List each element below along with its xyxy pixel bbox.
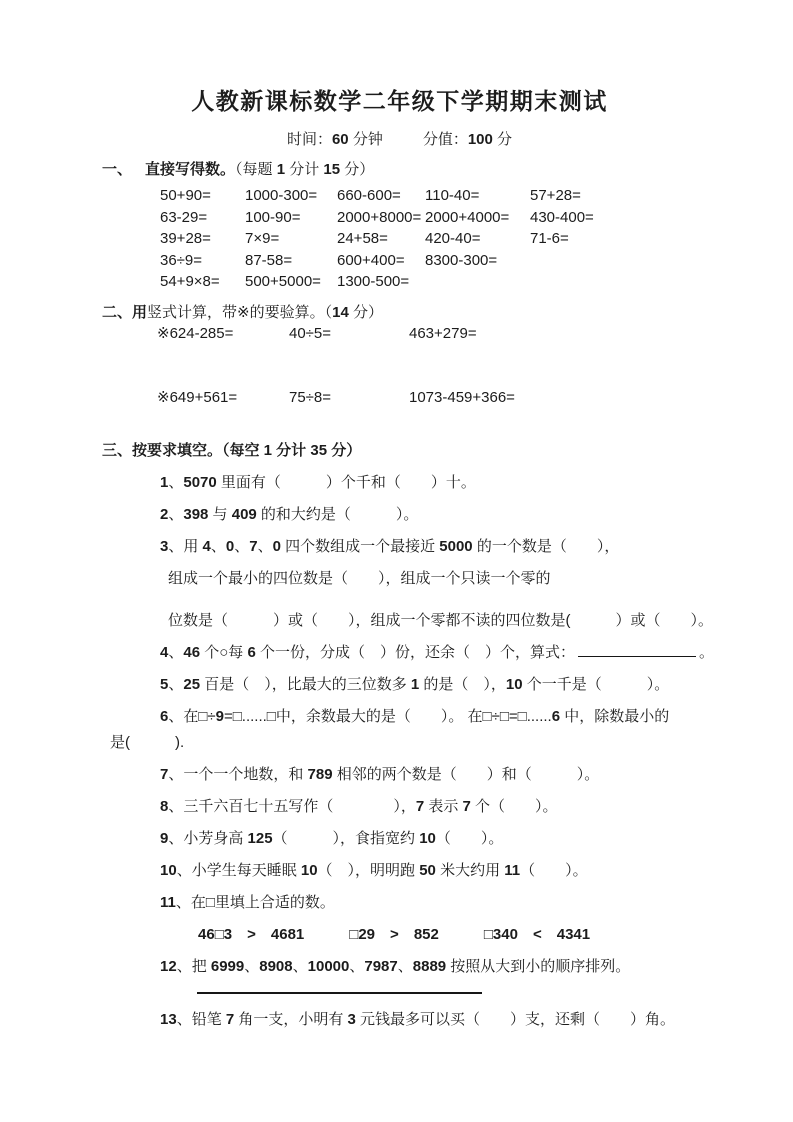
- section1-note: （每题 1 分计 15 分）: [235, 161, 375, 178]
- calc-problem: [530, 271, 697, 293]
- question-11: 11、在□里填上合适的数。: [160, 893, 335, 911]
- calc-problem: 2000+8000=: [337, 208, 422, 226]
- calc-problem: 50+90=: [160, 187, 211, 204]
- calc-problem: 463+279=: [409, 324, 477, 342]
- calc-problem: 7×9=: [245, 230, 280, 247]
- calc-problem: 24+58=: [337, 230, 388, 247]
- question-1: 1、5070 里面有（ ）个千和（ ）十。: [160, 473, 476, 491]
- calc-problem: 500+5000=: [245, 273, 321, 290]
- calc-problem: ※624-285=: [157, 324, 234, 342]
- vertical-calc-row-2: [157, 387, 697, 409]
- calc-problem: 57+28=: [530, 187, 581, 204]
- question-11-comparisons: 46□3 > 4681 □29 > 852 □340 < 4341: [198, 925, 591, 943]
- calc-problem: 1073-459+366=: [409, 389, 515, 406]
- question-3-line3: 位数是（ ）或（ ），组成一个零都不读的四位数是( ）或（ ）。: [168, 611, 713, 629]
- calc-problem: 100-90=: [245, 208, 301, 226]
- calc-problem: 87-58=: [245, 251, 293, 269]
- calc-problem: 71-6=: [530, 230, 569, 247]
- calc-problem: 110-40=: [425, 187, 480, 204]
- calc-problem: 39+28=: [160, 230, 211, 247]
- section3-heading: 三、按要求填空。（每空 1 分计 35 分）: [102, 441, 362, 459]
- question-3-line2: 组成一个最小的四位数是（ ），组成一个只读一个零的: [168, 569, 551, 587]
- question-5: 5、25 百是（ ），比最大的三位数多 1 的是（ ），10 个一千是（ ）。: [160, 675, 670, 693]
- question-2: 2、398 与 409 的和大约是（ ）。: [160, 505, 419, 523]
- calc-problem: 75÷8=: [289, 389, 332, 406]
- section2-label: 二、: [102, 303, 133, 321]
- question-4: [160, 643, 714, 663]
- section2-note: （14 分）: [324, 303, 383, 321]
- time-field: 时间：60 分钟: [286, 131, 383, 148]
- question-6: 6、在□÷9=□......□中，余数最大的是（ ）。 在□÷□=□......6 中，除数最小的: [160, 707, 670, 725]
- score-field: 分值：100 分: [422, 131, 513, 148]
- question-10: 10、小学生每天睡眠 10（ ），明明跑 50 米大约用 11（ ）。: [160, 861, 588, 879]
- calc-problem: 8300-300=: [425, 251, 498, 269]
- calc-problem: 420-40=: [425, 230, 481, 247]
- section2-title-bold: 用: [132, 303, 148, 321]
- section2-heading: [102, 302, 697, 323]
- calc-problem: 54+9×8=: [160, 273, 220, 290]
- answer-blank-line: [578, 643, 696, 657]
- calc-problem: 660-600=: [337, 187, 401, 204]
- question-4-suffix: 。: [698, 643, 714, 661]
- question-8: 8、三千六百七十五写作（ ），7 表示 7 个（ ）。: [160, 797, 558, 815]
- calc-problem: 1300-500=: [337, 273, 410, 290]
- question-9: 9、小芳身高 125（ ），食指宽约 10（ ）。: [160, 829, 504, 847]
- calc-problem: 430-400=: [530, 208, 594, 226]
- calc-problem: 40÷5=: [289, 324, 332, 342]
- calc-problem: [425, 271, 530, 293]
- question-6-line2: 是( ).: [110, 733, 185, 751]
- meta-line: [102, 129, 697, 150]
- section2-title: 竖式计算，带※的要验算。: [147, 303, 325, 321]
- section1-heading: [102, 159, 697, 180]
- section1-label: 一、: [102, 161, 133, 178]
- calc-problem: 1000-300=: [245, 187, 318, 204]
- oral-calculation-grid: [160, 185, 697, 293]
- question-3: 3、用 4、0、7、0 四个数组成一个最接近 5000 的一个数是（ ），: [160, 537, 620, 555]
- calc-problem: 2000+4000=: [425, 208, 510, 226]
- page-title: 人教新课标数学二年级下学期期末测试: [191, 88, 608, 114]
- answer-line: [197, 984, 482, 994]
- section1-title: 直接写得数。: [145, 161, 236, 178]
- question-12: 12、把 6999、8908、10000、7987、8889 按照从大到小的顺序排列。: [160, 957, 631, 975]
- vertical-calc-row-1: [157, 323, 697, 345]
- calc-problem: 36÷9=: [160, 251, 203, 269]
- question-4-text: 4、46 个○每 6 个一份，分成（ ）份，还余（ ）个，算式：: [160, 643, 575, 661]
- calc-problem: 600+400=: [337, 251, 405, 269]
- question-13: 13、铅笔 7 角一支，小明有 3 元钱最多可以买（ ）支，还剩（ ）角。: [160, 1010, 676, 1028]
- calc-problem: [530, 250, 697, 272]
- calc-problem: ※649+561=: [157, 389, 238, 406]
- question-7: 7、一个一个地数，和 789 相邻的两个数是（ ）和（ ）。: [160, 765, 600, 783]
- calc-problem: 63-29=: [160, 208, 208, 226]
- question-12-answer-area: [197, 981, 697, 998]
